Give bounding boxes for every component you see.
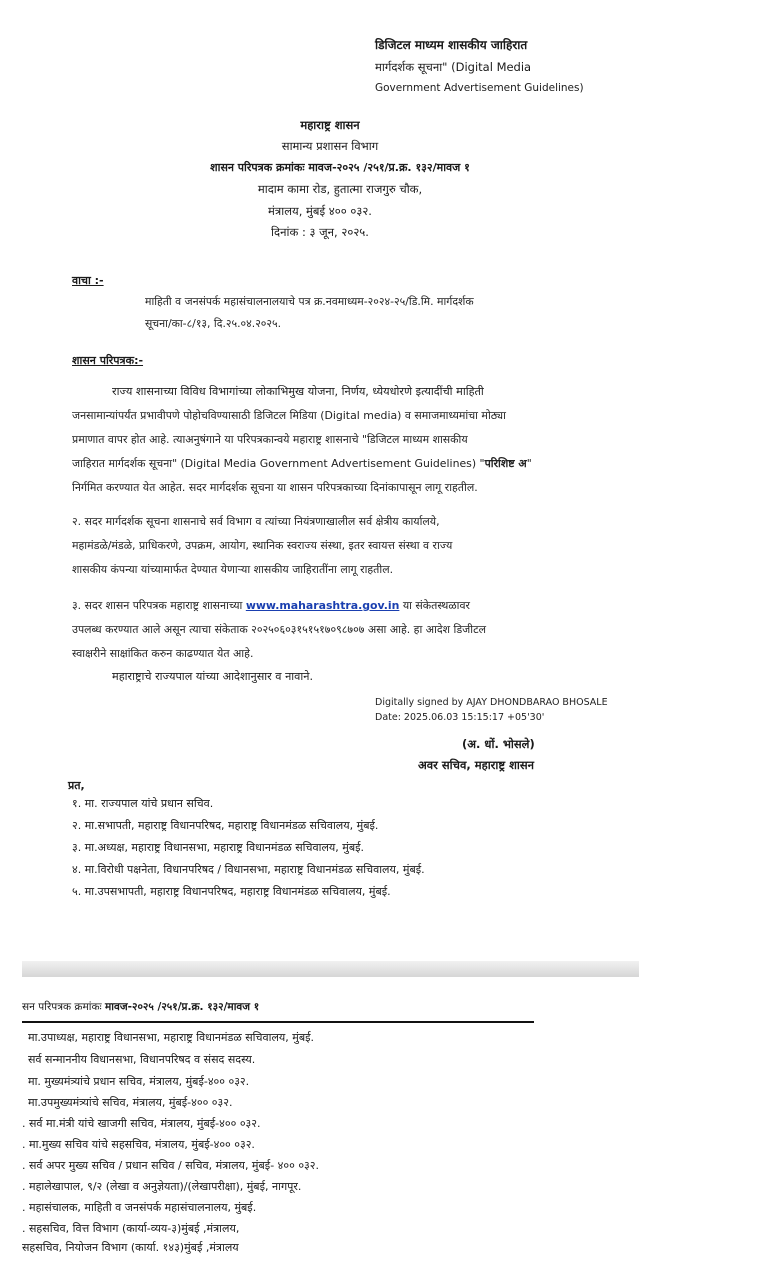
reference-line2: सूचना/का-८/१३, दि.२५.०४.२०२५. <box>145 317 282 330</box>
annexure-label: परिशिष्ट अ <box>484 457 527 470</box>
guideline-title-line2: मार्गदर्शक सूचना" (Digital Media <box>375 60 532 74</box>
govt-name: महाराष्ट्र शासन <box>300 118 360 132</box>
page2-item-cut: सहसचिव, नियोजन विभाग (कार्या. १४३)मुंबई ,मंत्रालय <box>22 1241 239 1254</box>
para2-line3: शासकीय कंपन्या यांच्यामार्फत देण्यात येणाऱ्या शासकीय जाहिरातींना लागू राहतील. <box>72 563 394 576</box>
page2-header <box>22 1000 259 1014</box>
para1-line5: निर्गमित करण्यात येत आहेत. सदर मार्गदर्शक सूचना या शासन परिपत्रकाच्या दिनांकापासून लागू राहतील. <box>72 481 478 494</box>
para3-line2: उपलब्ध करण्यात आले असून त्याचा संकेताक २०२५०६०३१५१५१७०९८७०७ असा आहे. हा आदेश डिजीटल <box>72 623 486 636</box>
page2-item: . मा.मुख्य सचिव यांचे सहसचिव, मंत्रालय, मुंबई-४०० ०३२. <box>22 1138 255 1151</box>
copy-to-heading: प्रत, <box>68 779 85 792</box>
guideline-title-line3: Government Advertisement Guidelines) <box>375 82 584 94</box>
circular-heading: शासन परिपत्रक:- <box>72 354 144 367</box>
page2-item: . सर्व अपर मुख्य सचिव / प्रधान सचिव / सचिव, मंत्रालय, मुंबई- ४०० ०३२. <box>22 1159 319 1172</box>
para1-line3: प्रमाणात वापर होत आहे. त्याअनुषंगाने या परिपत्रकान्वये महाराष्ट्र शासनाचे "डिजिटल माध्यम शासकीय <box>72 433 468 446</box>
page2-item: . महासंचालक, माहिती व जनसंपर्क महासंचालनालय, मुंबई. <box>22 1201 257 1214</box>
closing-line: महाराष्ट्राचे राज्यपाल यांच्या आदेशानुसार व नावाने. <box>112 670 314 683</box>
digital-signature-date: Date: 2025.06.03 15:15:17 +05'30' <box>375 712 545 723</box>
para1-line2: जनसामान्यांपर्यंत प्रभावीपणे पोहोचविण्यासाठी डिजिटल मिडिया (Digital media) व समाजमाध्यमांचा मोठ्या <box>72 409 506 422</box>
page2-circular-number: मावज-२०२५ /२५१/प्र.क्र. १३२/मावज १ <box>105 1001 260 1013</box>
circular-number: शासन परिपत्रक क्रमांकः मावज-२०२५ /२५१/प्र.क्र. १३२/मावज १ <box>210 161 470 174</box>
para1-line4-quote: " <box>526 457 532 470</box>
page2-item: मा. मुख्यमंत्र्यांचे प्रधान सचिव, मंत्रालय, मुंबई-४०० ०३२. <box>28 1075 250 1088</box>
signatory-title: अवर सचिव, महाराष्ट्र शासन <box>418 758 535 772</box>
para3-line1-post: या संकेतस्थळावर <box>399 599 470 612</box>
maharashtra-gov-link[interactable]: www.maharashtra.gov.in <box>245 599 400 612</box>
page2-header-prefix: सन परिपत्रक क्रमांकः <box>22 1001 105 1013</box>
page2-item: . सहसचिव, वित्त विभाग (कार्या-व्यय-३)मुंबई ,मंत्रालय, <box>22 1222 240 1235</box>
copy-to-item: २. मा.सभापती, महाराष्ट्र विधानपरिषद, महाराष्ट्र विधानमंडळ सचिवालय, मुंबई. <box>72 819 379 832</box>
reference-heading: वाचा :- <box>72 274 104 287</box>
page2-item: सर्व सन्माननीय विधानसभा, विधानपरिषद व संसद सदस्य. <box>28 1053 256 1066</box>
page2-item: . महालेखापाल, ९/२ (लेखा व अनुज्ञेयता)/(लेखापरीक्षा), मुंबई, नागपूर. <box>22 1180 302 1193</box>
copy-to-item: १. मा. राज्यपाल यांचे प्रधान सचिव. <box>72 797 214 810</box>
page-separator <box>22 961 639 977</box>
guideline-title-line1: डिजिटल माध्यम शासकीय जाहिरात <box>375 38 528 52</box>
circular-date: दिनांक : ३ जून, २०२५. <box>271 225 369 239</box>
para2-line2: महामंडळे/मंडळे, प्राधिकरणे, उपक्रम, आयोग, स्थानिक स्वराज्य संस्था, इतर स्वायत्त संस्था व राज्य <box>72 539 453 552</box>
para1-line4-text: जाहिरात मार्गदर्शक सूचना" (Digital Media Government Advertisement Guidelines) " <box>72 457 485 470</box>
para3-line1 <box>72 594 470 619</box>
signatory-name: (अ. धों. भोसले) <box>462 737 535 751</box>
para3-line1-pre: ३. सदर शासन परिपत्रक महाराष्ट्र शासनाच्या <box>72 599 246 612</box>
page2-item: मा.उपमुख्यमंत्र्यांचे सचिव, मंत्रालय, मुंबई-४०० ०३२. <box>28 1096 233 1109</box>
para1-line4 <box>72 452 532 477</box>
copy-to-item: ३. मा.अध्यक्ष, महाराष्ट्र विधानसभा, महाराष्ट्र विधानमंडळ सचिवालय, मुंबई. <box>72 841 365 854</box>
address-line1: मादाम कामा रोड, हुतात्मा राजगुरु चौक, <box>257 182 423 196</box>
page2-item: . सर्व मा.मंत्री यांचे खाजगी सचिव, मंत्रालय, मुंबई-४०० ०३२. <box>22 1117 261 1130</box>
digital-signature-name: Digitally signed by AJAY DHONDBARAO BHOSALE <box>375 697 608 708</box>
reference-line1: माहिती व जनसंपर्क महासंचालनालयाचे पत्र क्र.नवमाध्यम-२०२४-२५/डि.मि. मार्गदर्शक <box>145 295 474 308</box>
copy-to-item: ५. मा.उपसभापती, महाराष्ट्र विधानपरिषद, महाराष्ट्र विधानमंडळ सचिवालय, मुंबई. <box>72 885 391 898</box>
para1-line1: राज्य शासनाच्या विविध विभागांच्या लोकाभिमुख योजना, निर्णय, ध्येयधोरणे इत्यादींची माहिती <box>112 385 484 398</box>
address-line2: मंत्रालय, मुंबई ४०० ०३२. <box>268 204 372 218</box>
department-name: सामान्य प्रशासन विभाग <box>281 139 379 153</box>
page2-item: मा.उपाध्यक्ष, महाराष्ट्र विधानसभा, महाराष्ट्र विधानमंडळ सचिवालय, मुंबई. <box>28 1031 315 1044</box>
para3-line3: स्वाक्षरीने साक्षांकित करुन काढण्यात येत आहे. <box>72 647 254 660</box>
page2-header-rule <box>22 1021 534 1023</box>
copy-to-item: ४. मा.विरोधी पक्षनेता, विधानपरिषद / विधानसभा, महाराष्ट्र विधानमंडळ सचिवालय, मुंबई. <box>72 863 425 876</box>
para2-line1: २. सदर मार्गदर्शक सूचना शासनाचे सर्व विभाग व त्यांच्या नियंत्रणाखालील सर्व क्षेत्रीय कार्यालये, <box>72 515 440 528</box>
